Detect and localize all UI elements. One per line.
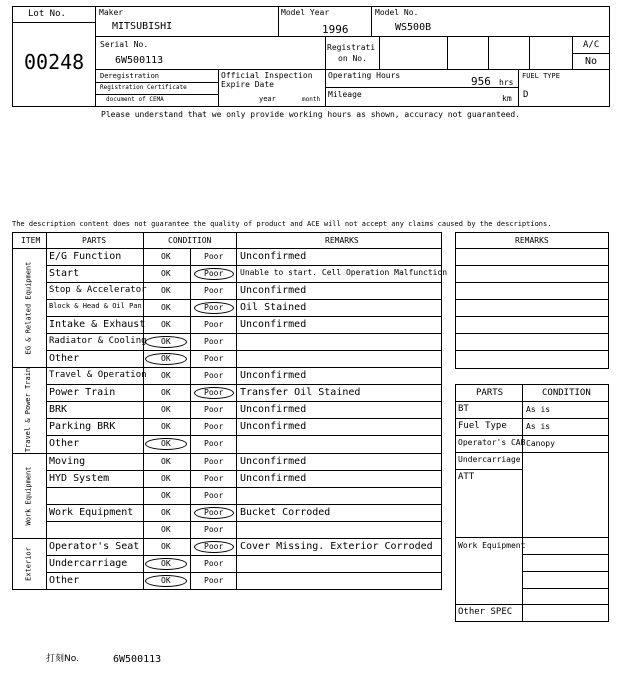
right-remarks-header: REMARKS — [515, 236, 549, 245]
ok-option[interactable]: OK — [161, 303, 171, 312]
poor-option[interactable]: Poor — [204, 474, 224, 483]
remarks-header: REMARKS — [325, 236, 359, 245]
serial-label: Serial No. — [100, 40, 149, 49]
part-name: Travel & Operation — [49, 370, 147, 380]
poor-option[interactable]: Poor — [204, 303, 224, 312]
poor-option[interactable]: Poor — [204, 320, 224, 329]
part-name: Parking BRK — [49, 421, 116, 432]
remark-text: Unconfirmed — [240, 404, 307, 415]
model-no-label: Model No. — [375, 8, 419, 17]
selected-condition-circle — [145, 336, 187, 348]
serial-value: 6W500113 — [115, 55, 164, 66]
part-name: HYD System — [49, 473, 110, 484]
poor-option[interactable]: Poor — [204, 354, 224, 363]
part-name: Operator's Seat — [49, 541, 140, 552]
remark-text: Unconfirmed — [240, 370, 307, 381]
poor-option[interactable]: Poor — [204, 491, 224, 500]
parts-header: PARTS — [82, 236, 107, 245]
km-unit: km — [502, 94, 512, 103]
selected-condition-circle — [194, 268, 234, 280]
remark-text: Unconfirmed — [240, 456, 307, 467]
poor-option[interactable]: Poor — [204, 422, 224, 431]
selected-condition-circle — [194, 302, 234, 314]
item-header: ITEM — [21, 236, 41, 245]
ok-option[interactable]: OK — [161, 354, 171, 363]
ok-option[interactable]: OK — [161, 559, 171, 568]
part-name: E/G Function — [49, 251, 122, 262]
ok-option[interactable]: OK — [161, 576, 171, 585]
part-name: Start — [49, 268, 80, 279]
part-name: BRK — [49, 404, 68, 415]
remark-text: Unconfirmed — [240, 251, 307, 262]
remark-text: Unconfirmed — [240, 421, 307, 432]
maker-value: MITSUBISHI — [112, 21, 173, 32]
poor-option[interactable]: Poor — [204, 388, 224, 397]
fuel-type-label: FUEL TYPE — [522, 72, 560, 80]
part-name: Undercarriage — [49, 558, 128, 569]
right-condition-header: CONDITION — [542, 388, 591, 398]
ok-option[interactable]: OK — [161, 474, 171, 483]
maker-label: Maker — [99, 8, 124, 17]
part-name: Intake & Exhaust — [49, 319, 146, 330]
inspection-label-1: Official Inspection — [221, 71, 313, 80]
part-name: Power Train — [49, 387, 116, 398]
inspection-label-2: Expire Date — [221, 80, 274, 89]
part-name: Other — [49, 438, 80, 449]
stamp-label: 打刻No. — [46, 654, 79, 664]
right-part-name: Operator's CAB — [458, 438, 526, 447]
remark-text: Unconfirmed — [240, 285, 307, 296]
model-no-value: WS500B — [395, 22, 432, 33]
poor-option[interactable]: Poor — [204, 559, 224, 568]
poor-option[interactable]: Poor — [204, 439, 224, 448]
lot-value: 00248 — [24, 50, 85, 74]
right-condition-value: As is — [526, 422, 551, 431]
lot-label: Lot No. — [28, 9, 66, 19]
selected-condition-circle — [145, 575, 187, 587]
poor-option[interactable]: Poor — [204, 405, 224, 414]
remark-text: Cover Missing. Exterior Corroded — [240, 541, 433, 552]
stamp-value: 6W500113 — [113, 654, 162, 665]
ok-option[interactable]: OK — [161, 525, 171, 534]
model-year-label: Model Year — [281, 8, 330, 17]
condition-header: CONDITION — [168, 236, 212, 245]
disclaimer: The description content does not guarantee the quality of product and ACE will not accept any claims caused by the descriptions. — [12, 220, 552, 228]
hrs-unit: hrs — [499, 78, 514, 87]
ok-option[interactable]: OK — [161, 405, 171, 414]
ok-option[interactable]: OK — [161, 422, 171, 431]
ok-option[interactable]: OK — [161, 491, 171, 500]
remark-text: Unable to start. Cell Operation Malfunction — [240, 268, 448, 277]
part-name: Work Equipment — [49, 507, 134, 518]
selected-condition-circle — [194, 387, 234, 399]
group-label: Travel & Power Train — [24, 367, 33, 453]
group-label: Work Equipment — [24, 466, 33, 526]
poor-option[interactable]: Poor — [204, 576, 224, 585]
remark-text: Unconfirmed — [240, 473, 307, 484]
ac-label: A/C — [583, 40, 600, 50]
ok-option[interactable]: OK — [161, 457, 171, 466]
ac-value: No — [585, 56, 598, 67]
ok-option[interactable]: OK — [161, 371, 171, 380]
poor-option[interactable]: Poor — [204, 337, 224, 346]
right-condition-value: Canopy — [526, 439, 555, 448]
fuel-type-value: D — [523, 90, 529, 100]
remark-text: Bucket Corroded — [240, 507, 331, 518]
registration-label-2: on No. — [338, 54, 367, 63]
right-part-name: Fuel Type — [458, 421, 507, 431]
part-name: Other — [49, 575, 80, 586]
right-condition-value: As is — [526, 405, 551, 414]
mileage-label: Mileage — [328, 90, 362, 99]
part-name: Other — [49, 353, 80, 364]
right-part-name: BT — [458, 404, 469, 414]
part-name: Stop & Accelerator — [49, 285, 147, 295]
cema-label: document of CEMA — [106, 96, 164, 103]
month-label: month — [302, 96, 321, 103]
right-part-name: ATT — [458, 472, 475, 482]
selected-condition-circle — [194, 507, 234, 519]
part-name: Radiator & Cooling — [49, 336, 147, 346]
ok-option[interactable]: OK — [161, 269, 171, 278]
poor-option[interactable]: Poor — [204, 371, 224, 380]
poor-option[interactable]: Poor — [204, 457, 224, 466]
accuracy-note: Please understand that we only provide working hours as shown, accuracy not guaranteed. — [101, 110, 521, 119]
remark-text: Oil Stained — [240, 302, 307, 313]
ok-option[interactable]: OK — [161, 252, 171, 261]
work-equipment-spec-label: Work Equipment — [458, 541, 526, 550]
poor-option[interactable]: Poor — [204, 252, 224, 261]
group-label: EG & Related Equipment — [24, 261, 33, 354]
poor-option[interactable]: Poor — [204, 269, 224, 278]
poor-option[interactable]: Poor — [204, 542, 224, 551]
remark-text: Transfer Oil Stained — [240, 387, 361, 398]
registration-cert-label: Registration Certificate — [100, 84, 187, 91]
ok-option[interactable]: OK — [161, 320, 171, 329]
selected-condition-circle — [145, 558, 187, 570]
selected-condition-circle — [194, 541, 234, 553]
part-name: Block & Head & Oil Pan — [49, 302, 142, 310]
ok-option[interactable]: OK — [161, 439, 171, 448]
ok-option[interactable]: OK — [161, 388, 171, 397]
poor-option[interactable]: Poor — [204, 286, 224, 295]
ok-option[interactable]: OK — [161, 286, 171, 295]
other-spec-label: Other SPEC — [458, 607, 513, 617]
ok-option[interactable]: OK — [161, 508, 171, 517]
operating-hours-label: Operating Hours — [328, 71, 401, 80]
part-name: Moving — [49, 456, 86, 467]
ok-option[interactable]: OK — [161, 337, 171, 346]
group-label: Exterior — [24, 546, 33, 581]
deregistration-label: Deregistration — [100, 72, 160, 80]
poor-option[interactable]: Poor — [204, 508, 224, 517]
selected-condition-circle — [145, 438, 187, 450]
year-label: year — [259, 95, 276, 103]
selected-condition-circle — [145, 353, 187, 365]
right-parts-header: PARTS — [476, 388, 504, 398]
right-part-name: Undercarriage — [458, 455, 521, 464]
model-year-value: 1996 — [322, 23, 349, 36]
poor-option[interactable]: Poor — [204, 525, 224, 534]
operating-hours-value: 956 — [471, 75, 491, 88]
ok-option[interactable]: OK — [161, 542, 171, 551]
remark-text: Unconfirmed — [240, 319, 307, 330]
registration-label-1: Registrati — [327, 43, 376, 52]
